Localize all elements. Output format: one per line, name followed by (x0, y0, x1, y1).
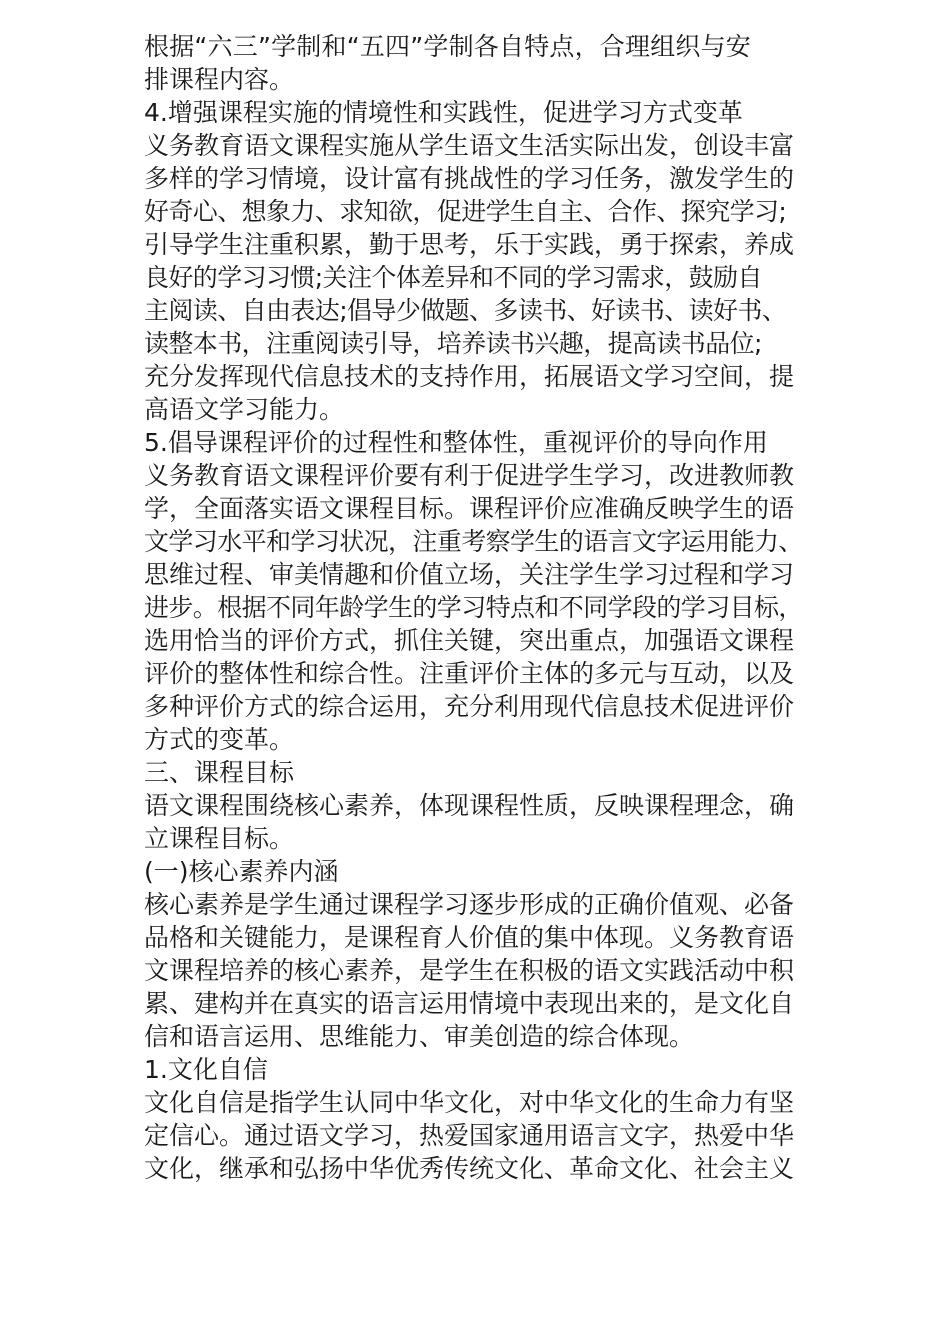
text-line: 良好的学习习惯;关注个体差异和不同的学习需求，鼓励自 (144, 263, 762, 292)
text-line: 文课程培养的核心素养，是学生在积极的语文实践活动中积 (144, 956, 795, 985)
text-line: 核心素养是学生通过课程学习逐步形成的正确价值观、必备 (144, 890, 795, 919)
text-line: 文学习水平和学习状况，注重考察学生的语言文字运用能力、 (144, 527, 803, 556)
text-line: 方式的变革。 (144, 725, 295, 754)
text-line: 多样的学习情境，设计富有挑战性的学习任务，激发学生的 (144, 164, 795, 193)
text-line: 排课程内容。 (144, 65, 295, 94)
text-line: 评价的整体性和综合性。注重评价主体的多元与互动，以及 (144, 659, 795, 688)
section-heading: 1.文化自信 (144, 1055, 268, 1084)
text-line: 主阅读、自由表达;倡导少做题、多读书、好读书、读好书、 (144, 296, 787, 325)
document-body (144, 30, 830, 1185)
section-heading: 4.增强课程实施的情境性和实践性，促进学习方式变革 (144, 98, 743, 127)
section-heading: 三、课程目标 (144, 758, 295, 787)
text-line: 累、建构并在真实的语言运用情境中表现出来的，是文化自 (144, 989, 795, 1018)
text-line: 读整本书，注重阅读引导，培养读书兴趣，提高读书品位; (144, 329, 762, 358)
text-line: 立课程目标。 (144, 824, 295, 853)
text-line: 引导学生注重积累，勤于思考，乐于实践，勇于探索，养成 (144, 230, 795, 259)
text-line: 选用恰当的评价方式，抓住关键，突出重点，加强语文课程 (144, 626, 795, 655)
text-line: 好奇心、想象力、求知欲，促进学生自主、合作、探究学习; (144, 197, 787, 226)
text-line: 充分发挥现代信息技术的支持作用，拓展语文学习空间，提 (144, 362, 795, 391)
text-line: 义务教育语文课程评价要有利于促进学生学习，改进教师教 (144, 461, 795, 490)
text-line: 进步。根据不同年龄学生的学习特点和不同学段的学习目标， (144, 593, 803, 622)
text-line: 定信心。通过语文学习，热爱国家通用语言文字，热爱中华 (144, 1121, 795, 1150)
text-line: 思维过程、审美情趣和价值立场，关注学生学习过程和学习 (144, 560, 795, 589)
text-line: 学，全面落实语文课程目标。课程评价应准确反映学生的语 (144, 494, 795, 523)
text-line: 信和语言运用、思维能力、审美创造的综合体现。 (144, 1022, 695, 1051)
text-line: 义务教育语文课程实施从学生语文生活实际出发，创设丰富 (144, 131, 795, 160)
text-line: 高语文学习能力。 (144, 395, 345, 424)
text-line: 语文课程围绕核心素养，体现课程性质，反映课程理念，确 (144, 791, 795, 820)
text-line: 文化自信是指学生认同中华文化，对中华文化的生命力有坚 (144, 1088, 795, 1117)
text-line: 文化，继承和弘扬中华优秀传统文化、革命文化、社会主义 (144, 1154, 795, 1183)
section-heading: 5.倡导课程评价的过程性和整体性，重视评价的导向作用 (144, 428, 768, 457)
text-line: 多种评价方式的综合运用，充分利用现代信息技术促进评价 (144, 692, 795, 721)
section-heading: (一)核心素养内涵 (144, 857, 339, 886)
text-line: 根据“六三”学制和“五四”学制各自特点，合理组织与安 (144, 32, 752, 61)
text-line: 品格和关键能力，是课程育人价值的集中体现。义务教育语 (144, 923, 795, 952)
